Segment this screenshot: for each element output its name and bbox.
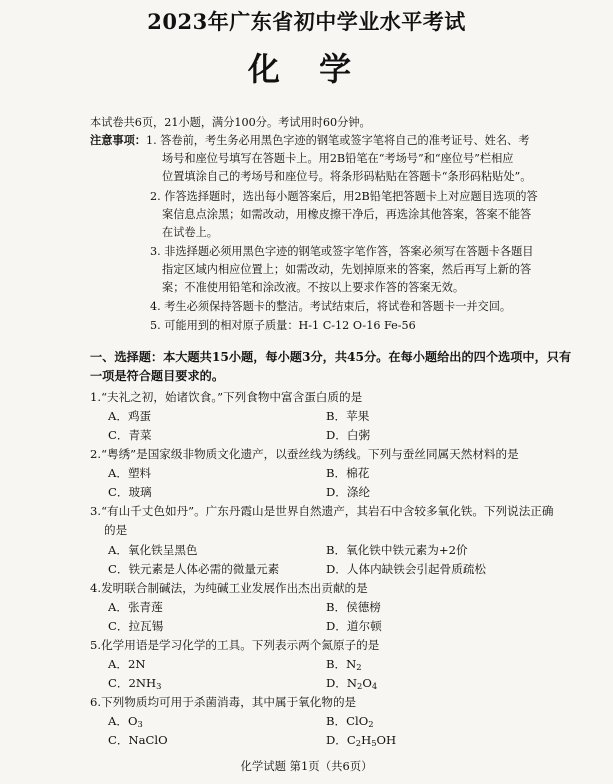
q6-option-a <box>108 713 143 729</box>
q6-option-b <box>326 713 374 729</box>
subscript: 5 <box>371 738 377 749</box>
q1-option-d: D．白粥 <box>326 428 371 442</box>
q1-option-b: B．苹果 <box>326 409 370 423</box>
formula-part: H <box>361 733 372 747</box>
note-3-line-3: 案；不准使用铅笔和涂改液。不按以上要求作答的答案无效。 <box>162 281 465 294</box>
note-2-line-3: 在试卷上。 <box>162 226 218 239</box>
exam-info: 本试卷共6页，21小题，满分100分。考试用时60分钟。 <box>90 116 371 129</box>
question-number: 6. <box>90 695 102 709</box>
question-4 <box>90 580 368 596</box>
note-5-number: 5. <box>150 319 161 332</box>
q3-option-d: D．人体内缺铁会引起骨质疏松 <box>326 562 487 576</box>
question-number: 5. <box>90 638 102 652</box>
subscript: 2 <box>356 662 362 673</box>
note-3-line-2: 指定区域内相应位置上；如需改动，先划掉原来的答案，然后再写上新的答 <box>162 263 532 276</box>
q6-option-d <box>326 732 396 748</box>
question-text: “有山千丈色如丹”。广东丹霞山是世界自然遗产，其岩石中含较多氧化铁。下列说法正确 <box>101 504 554 518</box>
option-label: A．O <box>108 714 138 728</box>
q1-option-a: A．鸡蛋 <box>108 409 152 423</box>
q2-option-d: D．涤纶 <box>326 485 371 499</box>
section-heading-line-2: 一项是符合题目要求的。 <box>90 369 225 383</box>
question-text: 发明联合制碱法，为纯碱工业发展作出杰出贡献的是 <box>101 581 368 595</box>
note-1-number: 1. <box>145 134 157 147</box>
option-label: B．N <box>326 657 357 671</box>
formula-part: O <box>362 676 372 690</box>
question-number: 3. <box>90 504 102 518</box>
subscript: 3 <box>156 681 162 692</box>
notes-label: 注意事项： <box>90 133 146 147</box>
question-text: “粤绣”是国家级非物质文化遗产，以蚕丝线为绣线。下列与蚕丝同属天然材料的是 <box>101 447 519 461</box>
q4-option-a: A．张青莲 <box>108 600 163 614</box>
q5-option-d <box>326 675 377 691</box>
subject-title: 化 学 <box>247 50 366 88</box>
formula-part: OH <box>376 733 397 747</box>
subscript: 4 <box>371 681 378 692</box>
subscript: 2 <box>368 719 374 730</box>
note-2-line-1 <box>150 188 538 204</box>
note-3-text: 非选择题必须用黑色字迹的钢笔或签字笔作答，答案必须写在答题卡各题目 <box>164 245 534 258</box>
note-2-number: 2. <box>150 190 161 203</box>
subscript: 2 <box>357 681 363 692</box>
note-1-line-1 <box>90 132 529 148</box>
note-1-text: 答卷前，考生务必用黑色字迹的钢笔或签字笔将自己的准考证号、姓名、考 <box>160 134 530 147</box>
note-2-line-2: 案信息点涂黑；如需改动，用橡皮擦干净后，再选涂其他答案，答案不能答 <box>162 208 532 221</box>
page-title: 2023年广东省初中学业水平考试 <box>147 9 466 34</box>
question-3-continued: 的是 <box>104 523 128 537</box>
subscript: 3 <box>137 719 143 730</box>
subscript: 2 <box>355 738 362 749</box>
option-label: C．2NH <box>108 676 157 690</box>
q3-option-c: C．铁元素是人体必需的微量元素 <box>108 562 280 576</box>
q5-option-a: A．2N <box>108 657 146 671</box>
q4-option-b: B．侯德榜 <box>326 600 381 614</box>
q5-option-c <box>108 675 161 691</box>
section-heading-line-1: 一、选择题：本大题共15小题，每小题3分，共45分。在每小题给出的四个选项中，只有 <box>90 350 572 364</box>
q2-option-b: B．棉花 <box>326 466 370 480</box>
note-3-line-1 <box>150 243 533 259</box>
question-number: 1. <box>90 390 102 404</box>
q5-option-b <box>326 656 362 672</box>
note-4-text: 考生必须保持答题卡的整洁。考试结束后，将试卷和答题卡一并交回。 <box>164 300 512 313</box>
note-3-number: 3. <box>150 245 161 258</box>
q1-option-c: C．青菜 <box>108 428 152 442</box>
question-2 <box>90 446 519 462</box>
q4-option-d: D．道尔顿 <box>326 619 382 633</box>
note-5 <box>150 317 416 333</box>
note-1-line-2: 场号和座位号填写在答题卡上。用2B铅笔在“考场号”和“座位号”栏相应 <box>162 152 514 165</box>
question-6 <box>90 694 356 710</box>
question-number: 4. <box>90 581 102 595</box>
option-label: D．C <box>326 733 356 747</box>
question-5 <box>90 637 379 653</box>
note-5-text: 可能用到的相对原子质量：H-1 C-12 O-16 Fe-56 <box>164 319 416 332</box>
question-text: 化学用语是学习化学的工具。下列表示两个氮原子的是 <box>101 638 380 652</box>
q6-option-c: C．NaClO <box>108 733 168 747</box>
note-2-text: 作答选择题时，选出每小题答案后，用2B铅笔把答题卡上对应题目选项的答 <box>164 190 538 203</box>
page-footer: 化学试题 第1页（共6页） <box>240 759 373 773</box>
question-text: “夫礼之初，始诸饮食。”下列食物中富含蛋白质的是 <box>101 390 363 404</box>
q3-option-a: A．氧化铁呈黑色 <box>108 543 198 557</box>
question-number: 2. <box>90 447 102 461</box>
option-label: D．N <box>326 676 358 690</box>
question-3 <box>90 503 553 519</box>
q2-option-a: A．塑料 <box>108 466 152 480</box>
question-1 <box>90 389 362 405</box>
note-1-line-3: 位置填涂自己的考场号和座位号。将条形码粘贴在答题卡“条形码粘贴处”。 <box>162 170 532 183</box>
q2-option-c: C．玻璃 <box>108 485 152 499</box>
option-label: B．ClO <box>326 714 369 728</box>
note-4 <box>150 298 511 314</box>
note-4-number: 4. <box>150 300 161 313</box>
q4-option-c: C．拉瓦锡 <box>108 619 164 633</box>
q3-option-b: B．氧化铁中铁元素为+2价 <box>326 543 468 557</box>
question-text: 下列物质均可用于杀菌消毒，其中属于氧化物的是 <box>101 695 357 709</box>
